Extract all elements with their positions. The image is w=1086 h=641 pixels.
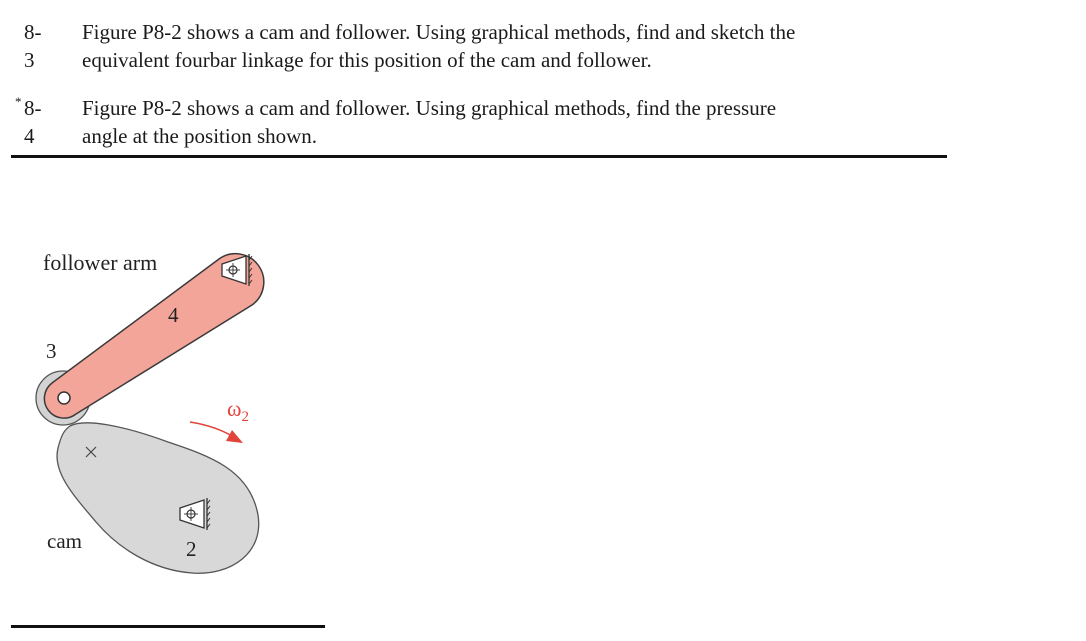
omega-subscript: 2 [241, 409, 249, 425]
cam-label: cam [47, 529, 82, 553]
problem-number: 8-3 [24, 20, 42, 72]
link-4-label: 4 [168, 303, 179, 327]
omega-label [227, 396, 249, 425]
problem-text: Figure P8-2 shows a cam and follower. Using graphical methods, find the pressure angle at the position shown. [82, 96, 777, 148]
starred-marker: * [15, 94, 22, 109]
section-rule-bottom [11, 625, 325, 628]
cam-body [57, 423, 259, 573]
link-3-label: 3 [46, 339, 57, 363]
section-rule-top [11, 155, 947, 158]
problem-number: 8-4 [24, 96, 42, 148]
roller-pin [58, 392, 70, 404]
follower-arm-label: follower arm [43, 250, 158, 275]
cam-follower-figure [0, 230, 300, 590]
problem-text: Figure P8-2 shows a cam and follower. Using graphical methods, find and sketch the equivalent fourbar linkage for this position of the cam and follower. [82, 20, 796, 72]
omega-symbol: ω [227, 396, 242, 421]
omega-arrowhead [226, 430, 243, 443]
omega-arrow-icon [190, 422, 232, 436]
link-2-label: 2 [186, 537, 197, 561]
